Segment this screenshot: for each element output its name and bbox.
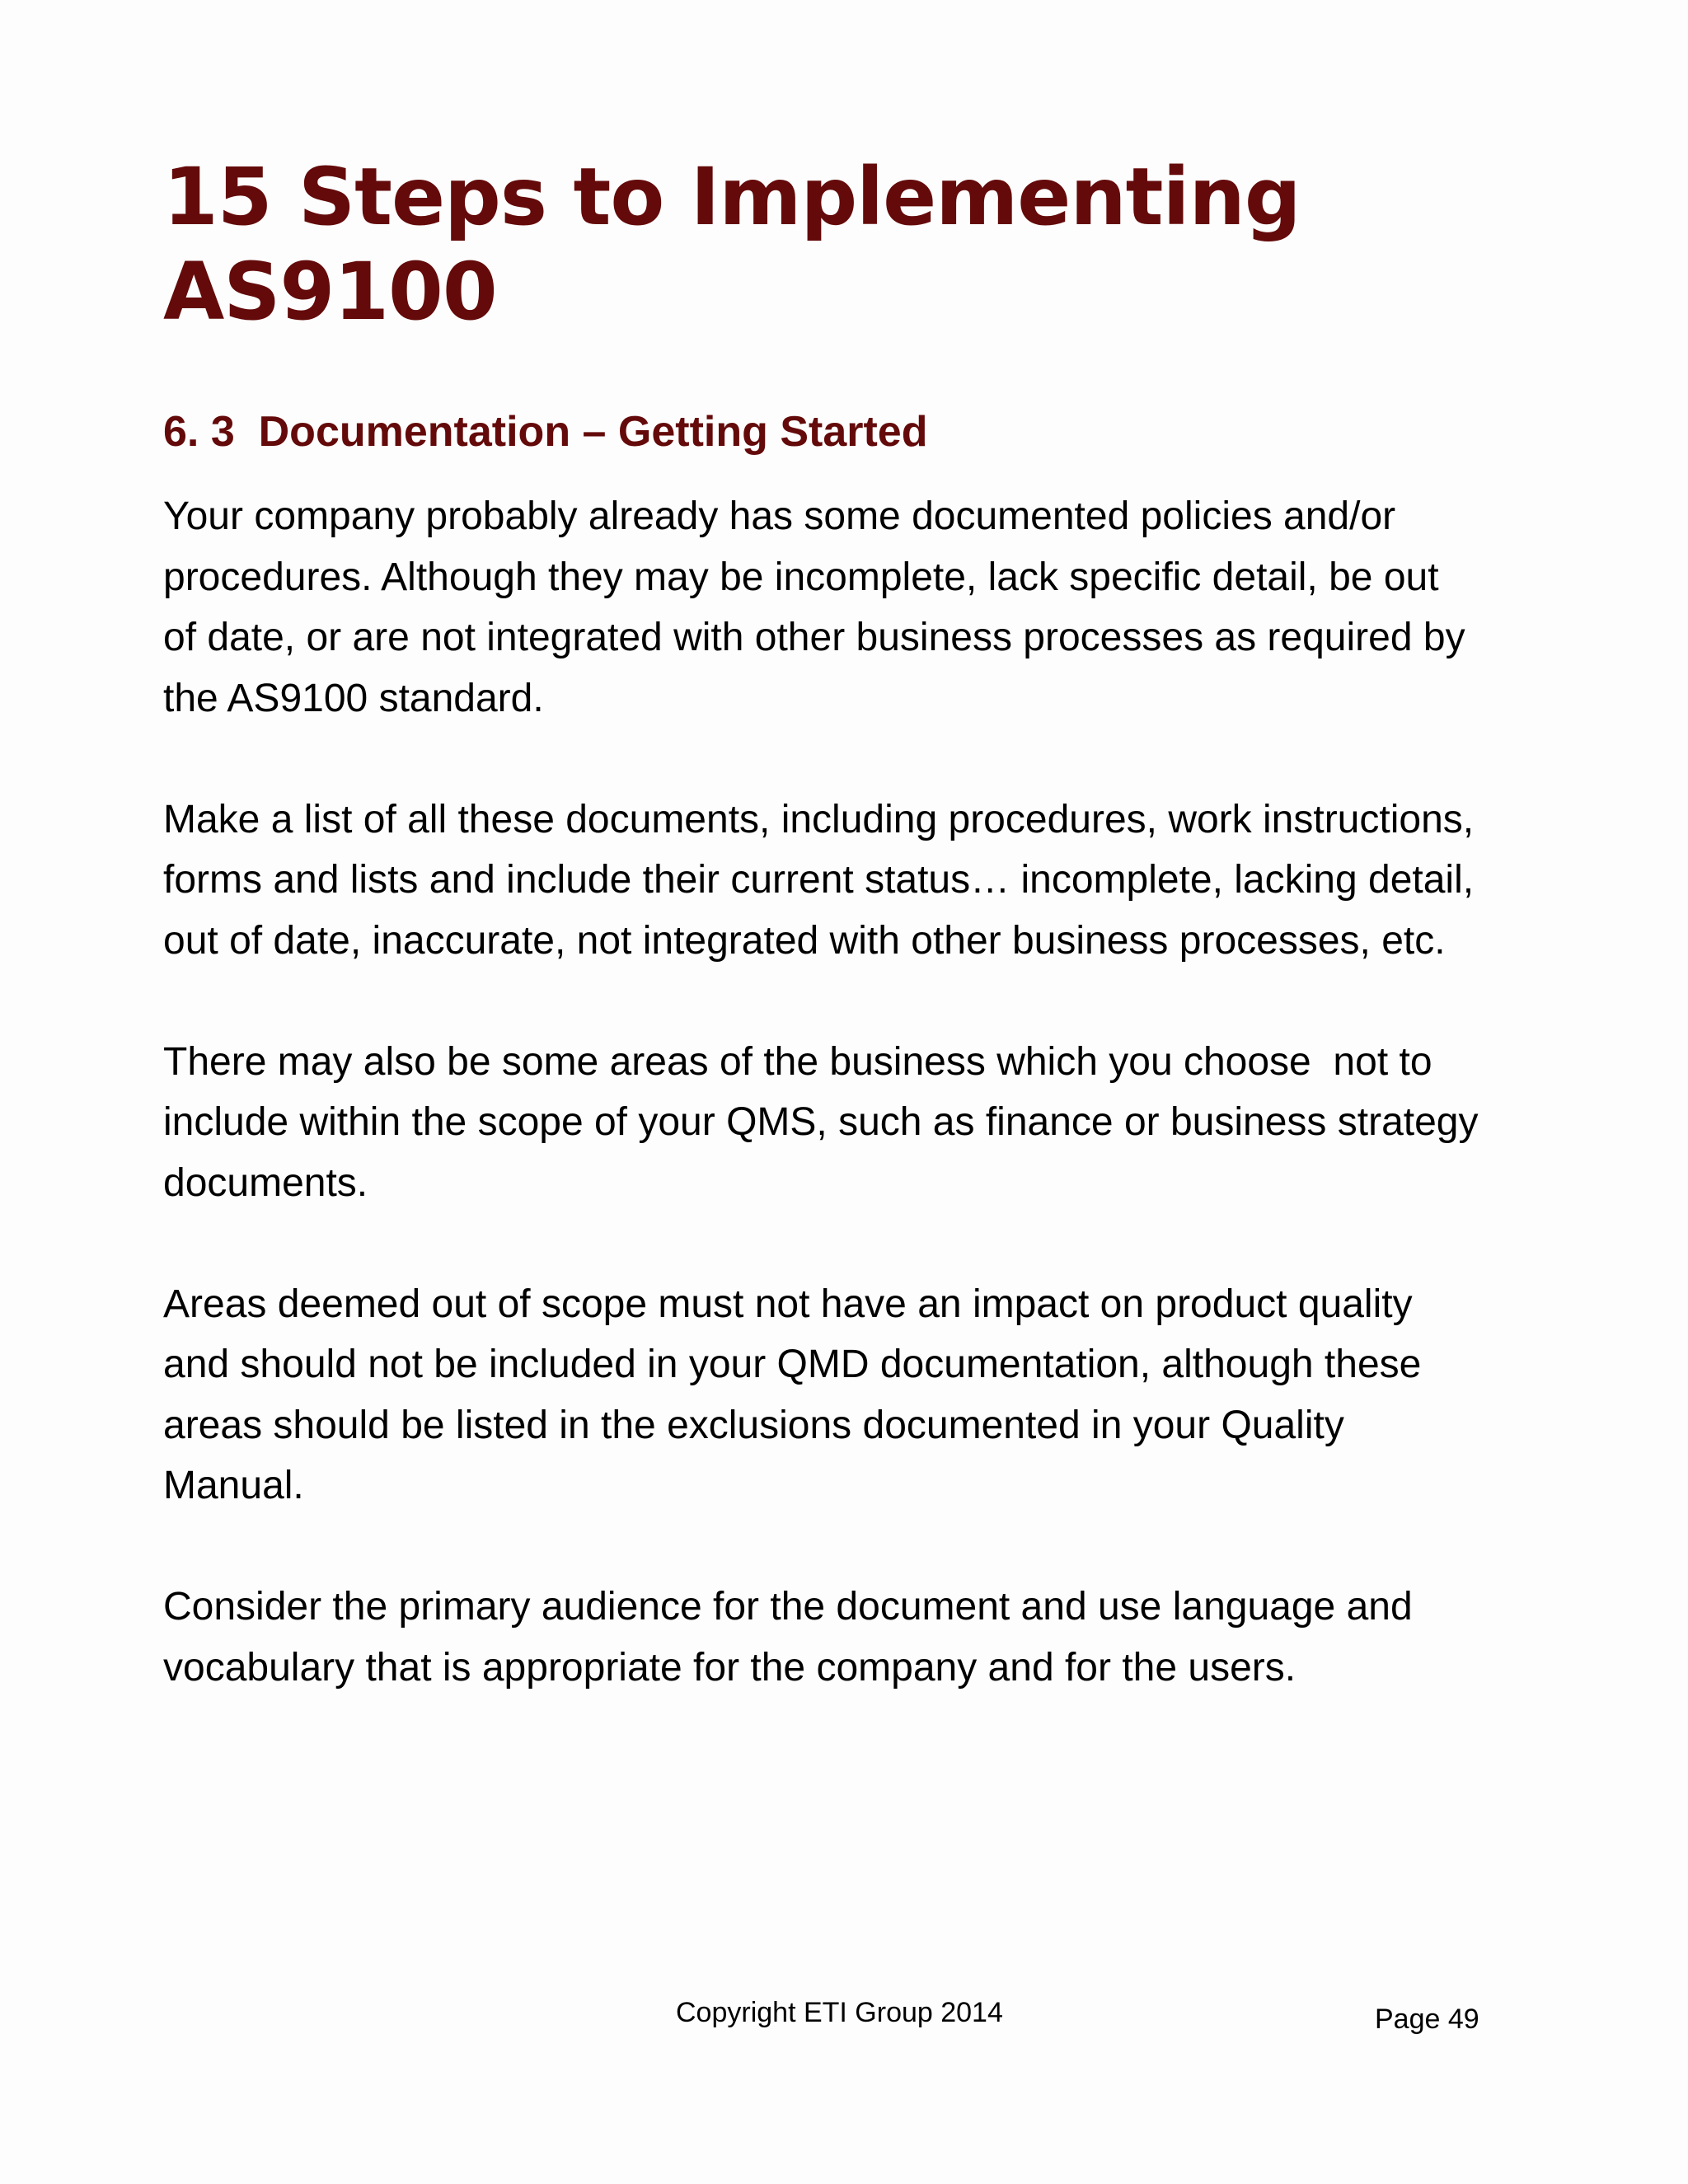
paragraph-line: Your company probably already has some documented policies and/or xyxy=(163,494,1396,538)
footer-copyright: Copyright ETI Group 2014 xyxy=(676,1997,1003,2028)
paragraph-line: Make a list of all these documents, including procedures, work instructions, xyxy=(163,797,1475,841)
paragraph xyxy=(163,1577,1531,1698)
paragraph-line: Manual. xyxy=(163,1464,304,1507)
paragraph xyxy=(163,486,1531,729)
paragraph xyxy=(163,1274,1531,1516)
paragraph-line: the AS9100 standard. xyxy=(163,676,544,720)
paragraph-line: include within the scope of your QMS, such as finance or business strategy xyxy=(163,1100,1479,1144)
page-title-line: 15 Steps to Implementing xyxy=(163,151,1301,243)
paragraph-line: and should not be included in your QMD documentation, although these xyxy=(163,1343,1422,1386)
paragraph xyxy=(163,790,1531,972)
paragraph-line: areas should be listed in the exclusions documented in your Quality xyxy=(163,1403,1344,1447)
page-title-line: AS9100 xyxy=(163,246,497,338)
section-heading: 6. 3 Documentation – Getting Started xyxy=(163,408,928,456)
page-title xyxy=(163,150,1482,340)
paragraph-line: vocabulary that is appropriate for the company and for the users. xyxy=(163,1645,1296,1690)
paragraph xyxy=(163,1032,1531,1214)
paragraph-line: Consider the primary audience for the document and use language and xyxy=(163,1585,1413,1629)
paragraph-line: There may also be some areas of the business which you choose not to xyxy=(163,1039,1432,1084)
body-text xyxy=(163,486,1531,1759)
paragraph-line: documents. xyxy=(163,1160,368,1205)
paragraph-line: procedures. Although they may be incomplete, lack specific detail, be out xyxy=(163,555,1439,599)
paragraph-line: of date, or are not integrated with other business processes as required by xyxy=(163,616,1465,659)
paragraph-line: forms and lists and include their current status… incomplete, lacking detail, xyxy=(163,858,1475,902)
page-number: Page 49 xyxy=(1375,2004,1479,2035)
paragraph-line: out of date, inaccurate, not integrated with other business processes, etc. xyxy=(163,918,1446,963)
paragraph-line: Areas deemed out of scope must not have an impact on product quality xyxy=(163,1282,1413,1326)
